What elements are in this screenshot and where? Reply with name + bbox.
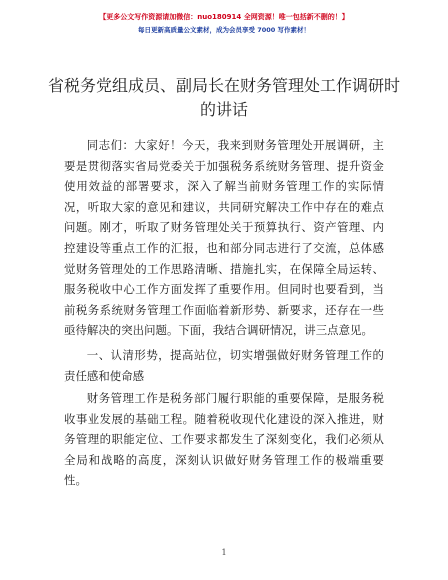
page-number: 1 [221, 548, 227, 557]
section-heading-1: 一、认清形势，提高站位，切实增强做好财务管理工作的责任感和使命感 [64, 348, 384, 383]
paragraph-section-1: 财务管理工作是税务部门履行职能的重要保障，是服务税收事业发展的基础工程。随着税收现代化建设的深入推进，财务管理的职能定位、工作要求都发生了深刻变化，我们必须从全局和战略的高度，深刻认识做好财务管理工作的极端重要性。 [64, 391, 384, 488]
promo-banner-line-2: 每日更新高质量公文素材，成为会员享受 7000 写作素材！ [137, 26, 311, 34]
document-title: 省税务党组成员、副局长在财务管理处工作调研时的讲话 [47, 76, 400, 119]
promo-banner-line-1: 【更多公文写作资源请加微信：nuo180914 全网资源！唯一包括新不删的！】 [99, 13, 349, 21]
paragraph-opening: 同志们：大家好！今天，我来到财务管理处开展调研，主要是贯彻落实省局党委关于加强税务系统财务管理、提升资金使用效益的部署要求，深入了解当前财务管理工作的实际情况，听取大家的意见和建议，共同研究解决工作中存在的难点问题。刚才，听取了财务管理处关于预算执行、资产管理、内控建设等重点工作的汇报，也和部分同志进行了交流，总体感觉财务管理处的工作思路清晰、措施扎实，在保障全局运转、服务税收中心工作方面发挥了重要作用。但同时也要看到，当前税务系统财务管理工作面临着新形势、新要求，还存在一些亟待解决的突出问题。下面，我结合调研情况，讲三点意见。 [64, 138, 384, 338]
